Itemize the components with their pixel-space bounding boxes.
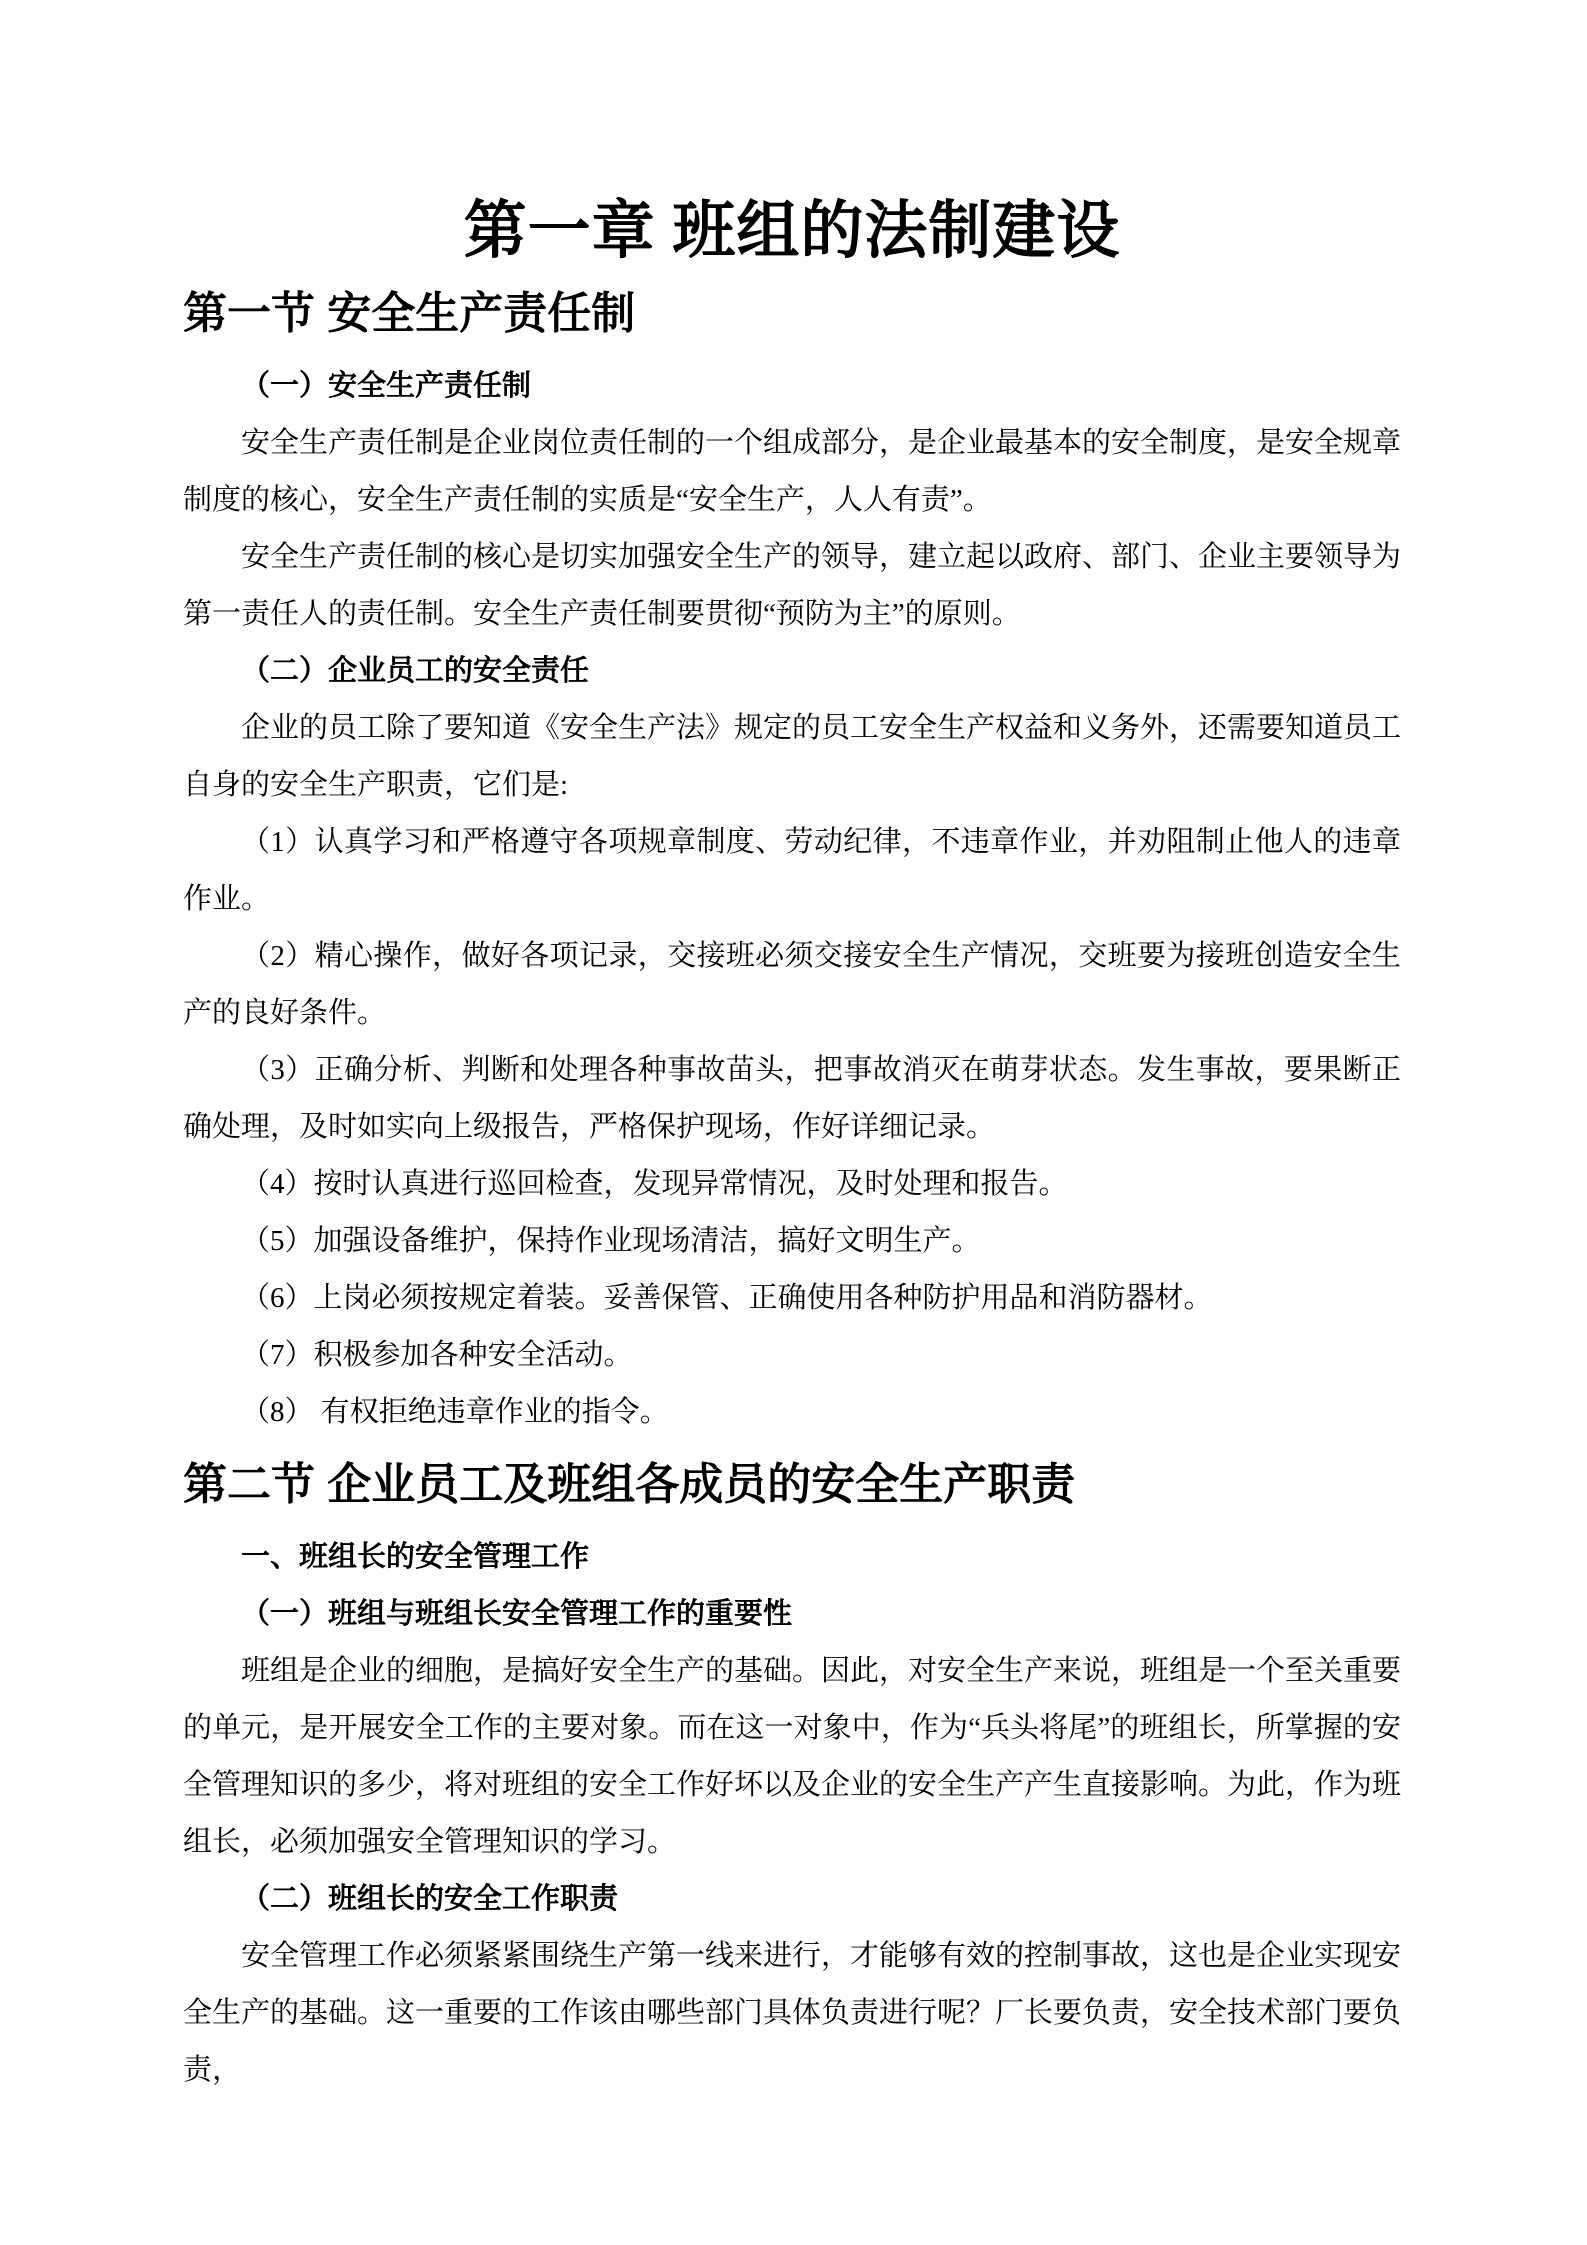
- body-paragraph: 安全生产责任制的核心是切实加强安全生产的领导，建立起以政府、部门、企业主要领导为第一责任人的责任制。安全生产责任制要贯彻“预防为主”的原则。: [183, 541, 1402, 630]
- subsection-heading: （一）班组与班组长安全管理工作的重要性: [241, 1598, 793, 1630]
- list-item: （5）加强设备维护，保持作业现场清洁，搞好文明生产。: [241, 1225, 981, 1257]
- list-item: （4）按时认真进行巡回检查，发现异常情况，及时处理和报告。: [241, 1168, 1068, 1200]
- list-item: （1）认真学习和严格遵守各项规章制度、劳动纪律，不违章作业，并劝阻制止他人的违章作业。: [183, 826, 1401, 915]
- body-paragraph: 安全生产责任制是企业岗位责任制的一个组成部分，是企业最基本的安全制度，是安全规章制度的核心，安全生产责任制的实质是“安全生产，人人有责”。: [183, 427, 1402, 516]
- subsection-heading: 一、班组长的安全管理工作: [241, 1541, 590, 1573]
- list-item: （3）正确分析、判断和处理各种事故苗头，把事故消灭在萌芽状态。发生事故，要果断正确处理，及时如实向上级报告，严格保护现场，作好详细记录。: [183, 1054, 1401, 1143]
- list-item: （8） 有权拒绝违章作业的指令。: [241, 1396, 669, 1428]
- list-item: （2）精心操作，做好各项记录，交接班必须交接安全生产情况，交班要为接班创造安全生产的良好条件。: [183, 940, 1401, 1029]
- list-item: （6）上岗必须按规定着装。妥善保管、正确使用各种防护用品和消防器材。: [241, 1282, 1213, 1314]
- body-paragraph: 企业的员工除了要知道《安全生产法》规定的员工安全生产权益和义务外，还需要知道员工自身的安全生产职责，它们是:: [183, 712, 1402, 801]
- body-paragraph: 班组是企业的细胞，是搞好安全生产的基础。因此，对安全生产来说，班组是一个至关重要的单元，是开展安全工作的主要对象。而在这一对象中，作为“兵头将尾”的班组长，所掌握的安全管理知识的多少，将对班组的安全工作好坏以及企业的安全生产产生直接影响。为此，作为班组长，必须加强安全管理知识的学习。: [183, 1655, 1402, 1858]
- subsection-heading: （一）安全生产责任制: [241, 370, 532, 402]
- list-item: （7）积极参加各种安全活动。: [241, 1339, 633, 1371]
- section-1-heading: 第一节 安全生产责任制: [183, 289, 636, 338]
- body-paragraph: 安全管理工作必须紧紧围绕生产第一线来进行，才能够有效的控制事故，这也是企业实现安全生产的基础。这一重要的工作该由哪些部门具体负责进行呢？厂长要负责，安全技术部门要负责，: [183, 1940, 1402, 2086]
- subsection-heading: （二）班组长的安全工作职责: [241, 1883, 619, 1915]
- section-2-heading: 第二节 企业员工及班组各成员的安全生产职责: [183, 1460, 1076, 1509]
- subsection-heading: （二）企业员工的安全责任: [241, 655, 590, 687]
- chapter-title: 第一章 班组的法制建设: [463, 196, 1121, 266]
